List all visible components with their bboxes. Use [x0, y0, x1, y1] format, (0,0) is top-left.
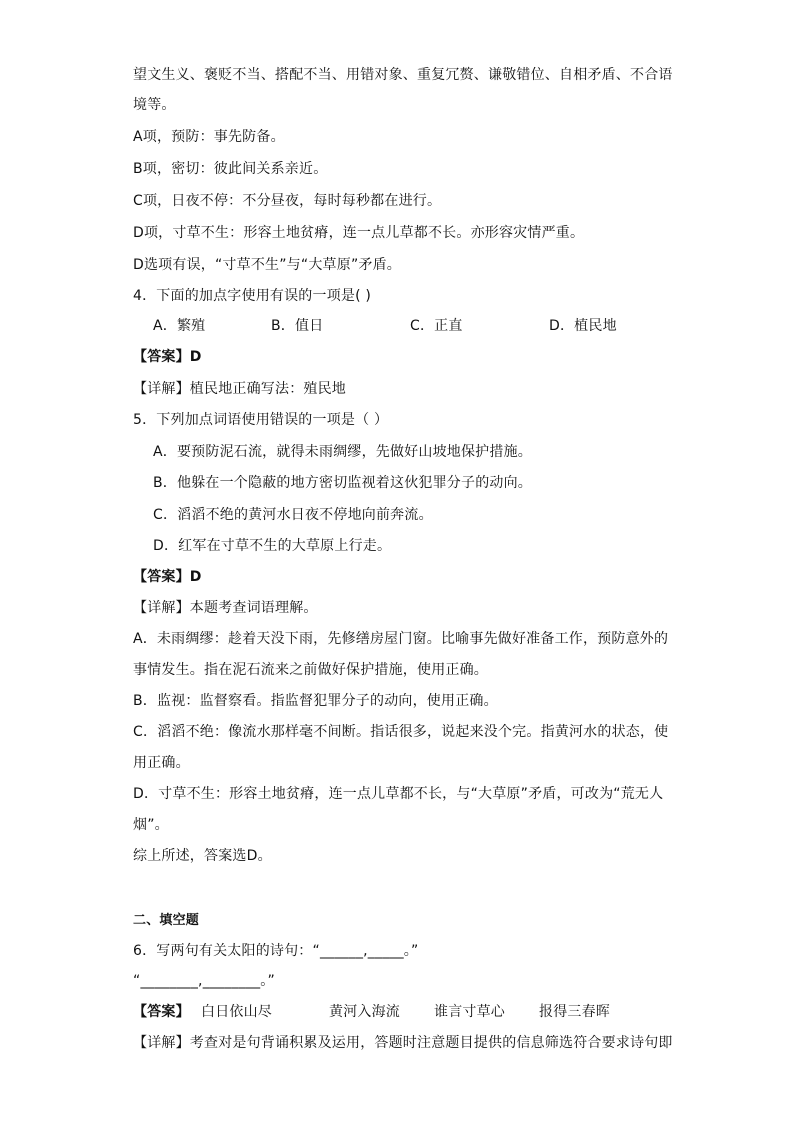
q4-option-b: B．值日	[271, 318, 324, 334]
q5-summary: 综上所述，答案选D。	[133, 848, 272, 864]
q5-explain-d-2: 烟”。	[133, 817, 169, 833]
intro-line-2: 境等。	[133, 97, 176, 113]
q5-option-c: C．滔滔不绝的黄河水日夜不停地向前奔流。	[153, 507, 433, 523]
q5-stem: 5．下列加点词语使用错误的一项是（ ）	[133, 412, 389, 428]
q5-option-a: A．要预防泥石流，就得未雨绸缪，先做好山坡地保护措施。	[153, 444, 532, 460]
q4-answer: 【答案】D	[133, 349, 202, 365]
q5-explain-c-1: C．滔滔不绝：像流水那样毫不间断。指话很多，说起来没个完。指黄河水的状态，使	[133, 724, 669, 740]
q4-option-c: C．正直	[410, 318, 463, 334]
intro-line-1: 望文生义、褒贬不当、搭配不当、用错对象、重复冗赘、谦敬错位、自相矛盾、不合语	[133, 67, 673, 83]
intro-option-d: D项，寸草不生：形容土地贫瘠，连一点儿草都不长。亦形容灾情严重。	[133, 225, 585, 241]
q5-explain-b: B．监视：监督察看。指监督犯罪分子的动向，使用正确。	[133, 693, 498, 709]
q5-option-b: B．他躲在一个隐蔽的地方密切监视着这伙犯罪分子的动向。	[153, 475, 533, 491]
q4-option-a: A．繁殖	[153, 318, 206, 334]
q6-stem: 6．写两句有关太阳的诗句：“______,_____。”	[133, 943, 419, 959]
q6-answer-3: 谁言寸草心	[434, 1004, 505, 1020]
q5-option-d: D．红军在寸草不生的大草原上行走。	[153, 538, 392, 554]
q6-stem-2: “________,________。”	[133, 973, 275, 989]
q4-detail: 【详解】植民地正确写法：殖民地	[133, 381, 346, 397]
q5-explain-d-1: D．寸草不生：形容土地贫瘠，连一点儿草都不长，与“大草原”矛盾，可改为“荒无人	[133, 786, 664, 802]
q5-explain-a-2: 事情发生。指在泥石流来之前做好保护措施，使用正确。	[133, 662, 488, 678]
section-title: 二、填空题	[133, 913, 200, 928]
intro-option-b: B项，密切：彼此间关系亲近。	[133, 161, 328, 177]
q4-stem: 4．下面的加点字使用有误的一项是( )	[133, 288, 372, 304]
q5-explain-c-2: 用正确。	[133, 755, 190, 771]
intro-option-a: A项，预防：事先防备。	[133, 129, 285, 145]
q6-detail: 【详解】考查对是句背诵积累及运用，答题时注意题目提供的信息筛选符合要求诗句即	[133, 1035, 673, 1051]
intro-option-c: C项，日夜不停：不分昼夜，每时每秒都在进行。	[133, 193, 442, 209]
q5-detail-head: 【详解】本题考查词语理解。	[133, 600, 318, 616]
q4-option-d: D．植民地	[549, 318, 617, 334]
q5-answer: 【答案】D	[133, 569, 202, 585]
q6-answer-4: 报得三春晖	[539, 1004, 610, 1020]
q6-answer-label: 【答案】	[133, 1004, 190, 1020]
q6-answer-1: 白日依山尽	[201, 1004, 272, 1020]
q6-answer-2: 黄河入海流	[329, 1004, 400, 1020]
q5-explain-a-1: A．未雨绸缪：趁着天没下雨，先修缮房屋门窗。比喻事先做好准备工作，预防意外的	[133, 631, 669, 647]
intro-conclusion: D选项有误，“寸草不生”与“大草原”矛盾。	[133, 257, 401, 273]
